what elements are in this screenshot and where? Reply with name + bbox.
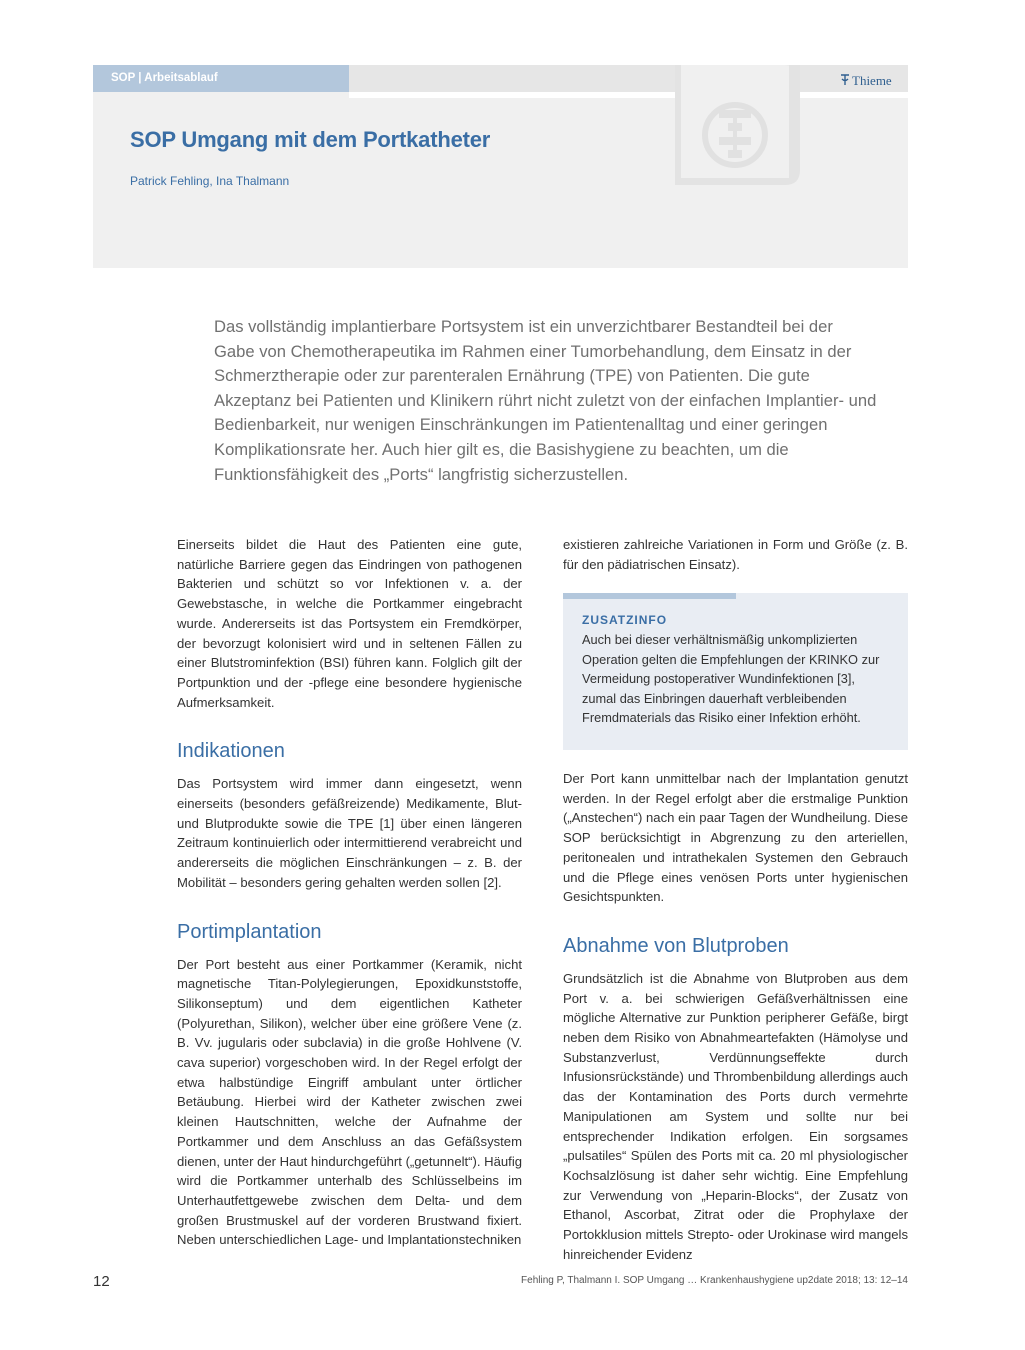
section-tab: SOP | Arbeitsablauf: [93, 65, 349, 92]
citation: Fehling P, Thalmann I. SOP Umgang … Krankenhaushygiene up2date 2018; 13: 12–14: [521, 1275, 908, 1286]
portimplantation-paragraph: Der Port besteht aus einer Portkammer (Keramik, nicht magnetische Titan-Polylegierungen, Epoxidkunststoffe, Silikonseptum) und dem eigentlichen Katheter (Polyurethan, Silikon), welcher über eine größere Vene (z. B. Vv. jugularis oder subclavia) in die große Hohlvene (V. cava superior) vorgeschoben wird. In der Regel erfolgt der etwa halbstündige Eingriff ambulant unter örtlicher Betäubung. Hierbei wird der Katheter zwischen zwei kleinen Hautschnitten, welche der Aufnahme der Portkammer und dem Anschluss an das Gefäßsystem dienen, unter der Haut hindurchgeführt („getunnelt“). Häufig wird die Portkammer unterhalb des Schlüsselbeins im Unterhautfettgewebe zwischen dem Delta- und dem großen Brustmuskel auf der vorderen Brustwand fixiert. Neben unterschiedlichen Lage- und Implantationstechniken: [177, 956, 523, 1248]
left-column: [177, 535, 522, 1250]
header-strip: [349, 65, 908, 92]
page-title: SOP Umgang mit dem Portkatheter: [130, 127, 491, 152]
publisher-logo: [840, 73, 892, 89]
continuation-paragraph: existieren zahlreiche Variationen in Form und Größe (z. B. für den pädiatrischen Einsatz).: [563, 537, 908, 572]
infobox-divider: [583, 750, 908, 751]
thieme-mark-icon: [840, 74, 850, 86]
blutproben-paragraph: Grundsätzlich ist die Abnahme von Blutproben aus dem Port v. a. bei schwierigen Gefäßverhältnissen eine mögliche Alternative zur Punktion peripherer Gefäße, birgt neben dem Risiko von Abnahmeartefakten (Hämolyse und Substanzverlust, Verdünnungseffekte durch Infusionsrückstände) und Thrombenbildung allerdings auch das der Kontamination des Ports durch vermehrte Manipulationen am System und sollte nur bei entsprechender Indikation erfolgen. Ein sorgsames „pulsatiles“ Spülen des Ports mit ca. 20 ml physiologischer Kochsalzlösung ist daher sehr wichtig. Eine Empfehlung zur Verwendung von „Heparin-Blocks“, der Zusatz von Ethanol, Ascorbat, Zitrat oder die Prophylaxe der Portokklusion mittels Strepto- oder Urokinase wird mangels hinreichender Evidenz: [563, 970, 908, 1262]
infobox-text: Auch bei dieser verhältnismäßig unkomplizierten Operation gelten die Empfehlungen der KRINKO zur Vermeidung postoperativer Wundinfektionen [3], zumal das Einbringen dauerhaft verbleibenden Fremdmaterials das Risiko einer Infektion erhöht.: [582, 632, 880, 726]
right-column: [563, 535, 908, 574]
port-usage-paragraph: Der Port kann unmittelbar nach der Implantation genutzt werden. In der Regel erfolgt aber die erstmalige Punktion („Anstechen“) nach ein paar Tagen der Wundheilung. Diese SOP berücksichtigt in Abgrenzung zu den arteriellen, peritonealen und intrathekalen Systemen den Gebrauch und die Pflege eines venösen Ports unter hygienischen Gesichtspunkten.: [563, 771, 908, 905]
zusatzinfo-box: [563, 593, 908, 750]
publisher-logo-text: Thieme: [852, 73, 892, 88]
header-strip-divider: [349, 92, 908, 98]
authors: Patrick Fehling, Ina Thalmann: [130, 174, 290, 188]
indikationen-paragraph: Das Portsystem wird immer dann eingesetzt, wenn einerseits (besonders gefäßreizende) Medikamente, Blut- und Blutprodukte sowie die TPE [1] über einen längeren Zeitraum kontinuierlich oder intermittierend verabreicht und andererseits die möglichen Einschränkungen – z. B. der Mobilität – besonders gering gehalten werden sollen [2].: [177, 776, 522, 890]
heading-abnahme-blutproben: Abnahme von Blutproben: [563, 934, 789, 957]
right-column-lower: [563, 769, 908, 1264]
heading-indikationen: Indikationen: [177, 740, 285, 763]
intro-paragraph: Einerseits bildet die Haut des Patienten eine gute, natürliche Barriere gegen das Eindringen von pathogenen Bakterien und schützt so vor Infektionen v. a. der Gewebstasche, in welche die Portkammer eingebracht wurde. Andererseits ist das Portsystem ein Fremdkörper, der bevorzugt kolonisiert wird und in seltenen Fällen zu einer Blutstrominfektion (BSI) führen kann. Folglich gilt der Portpunktion und der -pflege eine besondere hygienische Aufmerksamkeit.: [177, 537, 522, 710]
infobox-accent-bar: [563, 593, 736, 599]
heading-portimplantation: Portimplantation: [177, 920, 322, 943]
abstract: Das vollständig implantierbare Portsystem ist ein unverzichtbarer Bestandteil bei der Gabe von Chemotherapeutika im Rahmen einer Tumorbehandlung, dem Einsatz in der Schmerztherapie oder zur parenteralen Ernährung (TPE) von Patienten. Die gute Akzeptanz bei Patienten und Klinikern rührt nicht zuletzt von der einfachen Implantier- und Bedienbarkeit, nur wenigen Einschränkungen im Patientenalltag und einer geringen Komplikationsrate her. Auch hier gilt es, die Basishygiene zu beachten, um die Funktionsfähigkeit des „Ports“ langfristig sicherzustellen.: [214, 317, 877, 484]
page-number: 12: [93, 1273, 110, 1290]
sop-flowchart-emblem-icon: [675, 65, 800, 185]
infobox-heading: ZUSATZINFO: [582, 613, 668, 627]
